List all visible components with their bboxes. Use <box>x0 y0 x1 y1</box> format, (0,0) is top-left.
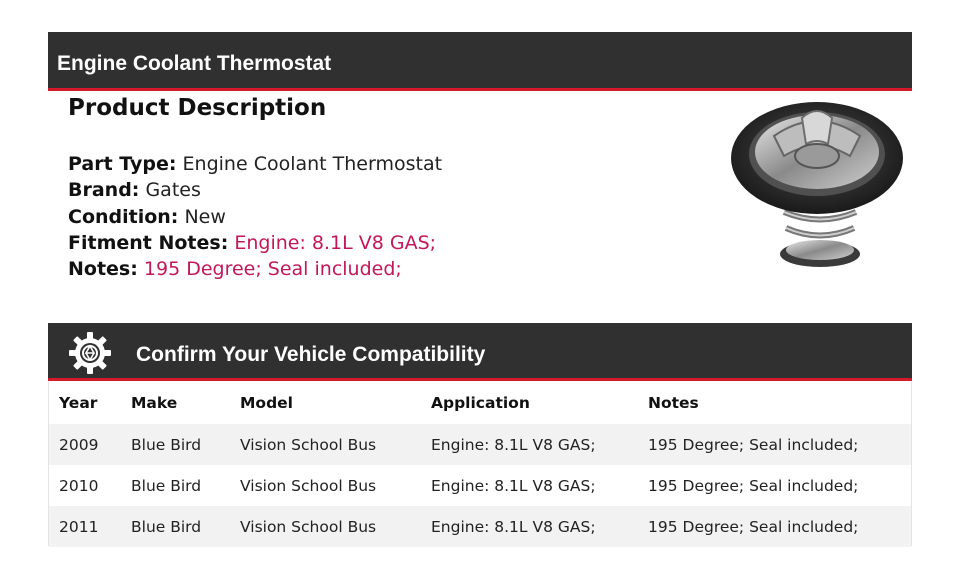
detail-part-type: Part Type: Engine Coolant Thermostat <box>68 153 443 175</box>
column-notes: Notes <box>648 393 699 412</box>
table-row <box>49 506 911 547</box>
column-model: Model <box>240 393 293 412</box>
cell-model: Vision School Bus <box>240 476 377 495</box>
detail-brand: Brand: Gates <box>68 179 201 202</box>
cell-application: Engine: 8.1L V8 GAS; <box>421 424 638 465</box>
table-row <box>49 424 911 465</box>
product-description-list <box>68 151 442 282</box>
product-description-heading: Product Description <box>68 95 327 121</box>
cell-application: Engine: 8.1L V8 GAS; <box>431 476 596 495</box>
compatibility-title: Confirm Your Vehicle Compatibility <box>136 343 486 366</box>
cell-notes: 195 Degree; Seal included; <box>648 476 859 495</box>
cell-year: 2010 <box>59 476 99 495</box>
cell-make: Blue Bird <box>121 424 230 465</box>
cell-year: 2009 <box>49 424 121 465</box>
detail-fitment-notes: Fitment Notes: Engine: 8.1L V8 GAS; <box>68 231 437 254</box>
column-application: Application <box>431 393 530 412</box>
column-year: Year <box>59 393 98 412</box>
table-header-row <box>49 381 911 424</box>
cell-year: 2011 <box>49 506 121 547</box>
column-make: Make <box>131 393 178 412</box>
cell-notes: 195 Degree; Seal included; <box>638 424 911 465</box>
thermostat-image <box>724 96 914 278</box>
cell-application: Engine: 8.1L V8 GAS; <box>421 506 638 547</box>
title-bar <box>48 32 912 91</box>
table-row <box>49 465 911 506</box>
cell-model: Vision School Bus <box>230 506 421 547</box>
compatibility-bar <box>48 323 912 381</box>
page-title: Engine Coolant Thermostat <box>57 52 332 75</box>
cell-model: Vision School Bus <box>230 424 421 465</box>
compatibility-table <box>48 381 912 546</box>
detail-condition: Condition: New <box>68 205 226 228</box>
gear-icon <box>68 331 112 375</box>
cell-make: Blue Bird <box>121 506 230 547</box>
cell-make: Blue Bird <box>131 476 202 495</box>
detail-notes: Notes: 195 Degree; Seal included; <box>68 258 402 281</box>
cell-notes: 195 Degree; Seal included; <box>638 506 911 547</box>
